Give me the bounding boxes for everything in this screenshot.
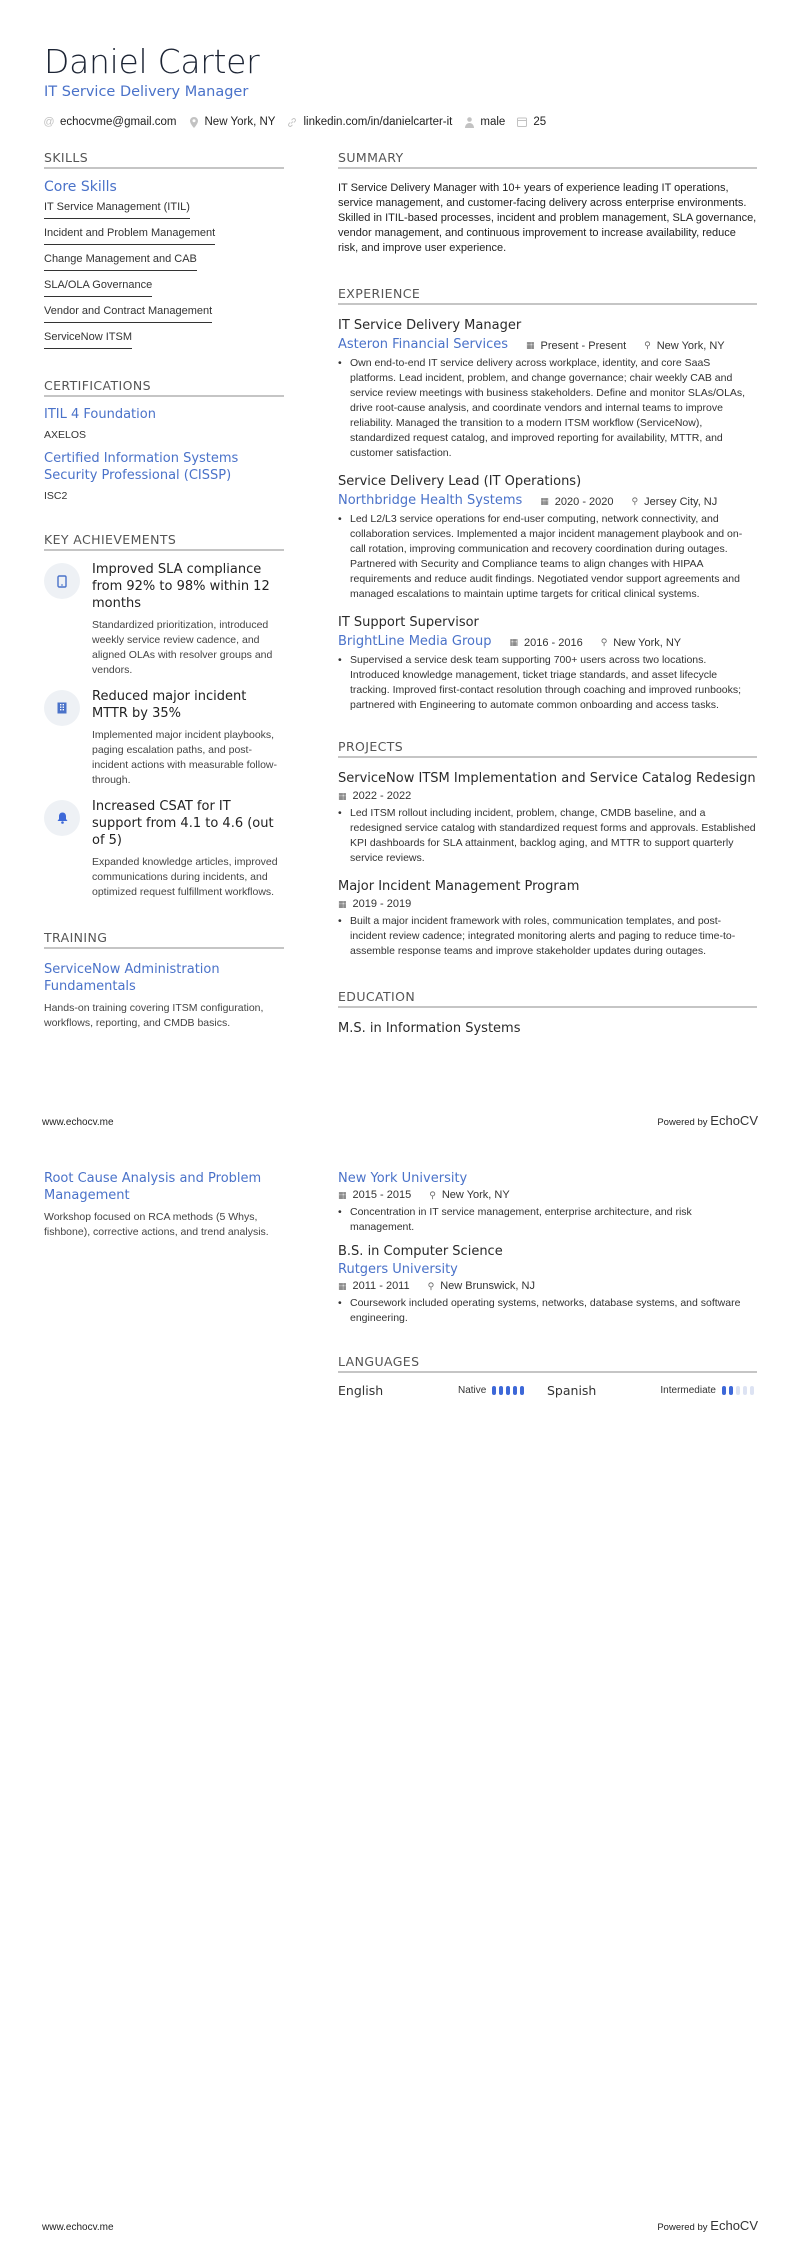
education-dates — [338, 1280, 410, 1292]
language-list — [338, 1383, 757, 1398]
achievements-section — [44, 532, 284, 900]
contact-linkedin[interactable] — [287, 116, 452, 128]
location-pin-icon: ⚲ — [429, 1189, 436, 1200]
section-title-skills: SKILLS — [44, 150, 284, 169]
projects-section — [338, 739, 757, 959]
training-title: ServiceNow Administration Fundamentals — [44, 962, 220, 994]
degree-title: M.S. in Information Systems — [338, 1021, 521, 1036]
skill-item: IT Service Management (ITIL) — [44, 200, 190, 219]
education-dates — [338, 1189, 411, 1201]
skill-group-title: Core Skills — [44, 179, 117, 195]
education-location — [428, 1280, 535, 1292]
rating-dot-filled — [506, 1386, 510, 1395]
project-item — [338, 878, 757, 959]
calendar-icon: ▦ — [526, 340, 535, 350]
job-dates — [540, 496, 613, 508]
section-title-achievements: KEY ACHIEVEMENTS — [44, 532, 284, 551]
experience-item — [338, 473, 757, 602]
left-column — [44, 150, 284, 1031]
achievement-item — [44, 561, 284, 678]
achievement-description: Standardized prioritization, introduced weekly service review cadence, and aligned OLAs with resolver groups and vendors. — [92, 619, 273, 676]
training-title: Root Cause Analysis and Problem Management — [44, 1171, 262, 1203]
achievement-title: Improved SLA compliance from 92% to 98% within 12 months — [92, 562, 270, 611]
company-name: BrightLine Media Group — [338, 634, 492, 649]
candidate-title: IT Service Delivery Manager — [44, 84, 249, 100]
contact-location — [189, 116, 276, 128]
resume-header — [44, 42, 754, 128]
project-item — [338, 770, 757, 866]
education-meta — [338, 1280, 757, 1292]
section-title-projects: PROJECTS — [338, 739, 757, 758]
language-item — [547, 1383, 757, 1398]
powered-by — [657, 1113, 758, 1128]
powered-by-label: Powered by — [657, 2222, 708, 2233]
rating-dot-filled — [492, 1386, 496, 1395]
job-meta — [338, 337, 757, 352]
right-column-continued — [338, 1170, 757, 1398]
dates-text: 2019 - 2019 — [352, 898, 412, 910]
education-item — [338, 1170, 757, 1235]
location-text: New Brunswick, NJ — [440, 1280, 535, 1292]
rating-dot-filled — [722, 1386, 726, 1395]
job-description: • Own end-to-end IT service delivery across workplace, identity, and core SaaS platforms. Lead incident, problem, and change governance; chair weekly CAB and service review meetings with business stakeholders. Define and monitor SLAs/OLAs, drive root-cause analysis, and coordinate vendors and internal teams to improve reliability. Managed the transition to a modern ITSM workflow (ServiceNow), standardized request catalog, and improved reporting for availability, MTTR, and customer satisfaction. — [338, 356, 757, 461]
location-text: New York, NY — [656, 339, 725, 352]
resume-page-2 — [0, 1140, 794, 2246]
language-level: Native — [458, 1385, 487, 1396]
calendar-icon: ▦ — [540, 496, 549, 506]
experience-section — [338, 286, 757, 713]
contact-gender — [464, 116, 505, 128]
location-pin-icon: ⚲ — [600, 637, 608, 647]
languages-section — [338, 1354, 757, 1398]
location-text: Jersey City, NJ — [644, 495, 718, 508]
language-name: Spanish — [547, 1383, 597, 1398]
project-dates — [338, 790, 411, 802]
education-item — [338, 1243, 757, 1326]
job-title: IT Support Supervisor — [338, 615, 479, 630]
job-location — [644, 340, 724, 352]
job-location — [632, 496, 718, 508]
calendar-icon: ▦ — [338, 898, 347, 909]
achievement-item — [44, 688, 284, 788]
job-location — [601, 637, 681, 649]
certification-issuer: ISC2 — [44, 490, 68, 502]
location-pin-icon: ⚲ — [644, 340, 651, 350]
rating-dot-filled — [729, 1386, 733, 1395]
achievement-title: Increased CSAT for IT support from 4.1 to 4.6 (out of 5) — [92, 799, 274, 848]
location-text: New York, NY — [613, 636, 682, 649]
job-dates — [526, 340, 626, 352]
building-icon — [44, 690, 80, 726]
section-title-training: TRAINING — [44, 930, 284, 949]
contact-email[interactable] — [44, 116, 177, 128]
achievement-description: Expanded knowledge articles, improved communications during incidents, and optimized request fulfillment workflows. — [92, 856, 278, 898]
job-description: • Supervised a service desk team supporting 700+ users across two locations. Introduced knowledge management, ticket triage standards, and asset lifecycle tracking. Improved first-contact resolution through coaching and improved runbooks; partnered with Engineering to automate common onboarding and access tasks. — [338, 653, 757, 713]
page-footer — [42, 2218, 758, 2233]
project-meta — [338, 898, 757, 910]
dates-text: Present - Present — [540, 339, 627, 352]
company-name: Northbridge Health Systems — [338, 493, 523, 508]
job-title: IT Service Delivery Manager — [338, 318, 522, 333]
certification-name: ITIL 4 Foundation — [44, 407, 156, 422]
job-meta — [338, 493, 757, 508]
left-column-continued — [44, 1170, 284, 1240]
summary-text: IT Service Delivery Manager with 10+ years of experience leading IT operations, service management, and customer-facing delivery across enterprise environments. Skilled in ITIL-based processes, incident and problem management, SLA governance, vendor management, and continuous improvement to increase availability, reduce risk, and improve user experience. — [338, 182, 757, 254]
location-text: New York, NY — [441, 1189, 510, 1201]
job-title: Service Delivery Lead (IT Operations) — [338, 474, 582, 489]
location-text: New York, NY — [204, 116, 276, 128]
job-description: • Led L2/L3 service operations for end-user computing, network connectivity, and collaboration services. Implemented a major incident management playbook and on-call rotation, improving communication and recovery coordination during outages. Partnered with Security and Compliance teams to align changes with HIPAA requirements and reduce audit findings. Negotiated vendor support agreements and managed escalations to maintain uptime targets for critical clinical systems. — [338, 512, 757, 602]
language-rating — [722, 1386, 757, 1395]
training-description: Workshop focused on RCA methods (5 Whys, fishbone), corrective actions, and trend analysis. — [44, 1211, 269, 1238]
section-title-certifications: CERTIFICATIONS — [44, 378, 284, 397]
section-title-languages: LANGUAGES — [338, 1354, 757, 1373]
language-item — [338, 1383, 547, 1398]
skill-item: ServiceNow ITSM — [44, 330, 132, 349]
location-pin-icon: ⚲ — [631, 496, 639, 506]
experience-item — [338, 614, 757, 713]
calendar-icon: ▦ — [338, 1280, 347, 1291]
school-name: Rutgers University — [338, 1262, 458, 1277]
powered-by — [657, 2218, 758, 2233]
project-meta — [338, 790, 757, 802]
education-description: • Concentration in IT service management, enterprise architecture, and risk management. — [338, 1205, 757, 1235]
age-text: 25 — [533, 116, 547, 128]
achievement-description: Implemented major incident playbooks, paging escalation paths, and post-incident actions with measurable follow-through. — [92, 729, 278, 786]
bell-icon — [44, 800, 80, 836]
training-section — [44, 930, 284, 1031]
page-footer — [42, 1113, 758, 1128]
skill-item: SLA/OLA Governance — [44, 278, 152, 297]
right-column — [338, 150, 757, 1038]
skill-list — [44, 200, 284, 356]
summary-section — [338, 150, 757, 256]
link-icon — [287, 117, 297, 128]
experience-item — [338, 317, 757, 461]
project-title: Major Incident Management Program — [338, 879, 580, 894]
rating-dot-empty — [743, 1386, 747, 1395]
dates-text: 2016 - 2016 — [523, 636, 583, 649]
skill-item: Change Management and CAB — [44, 252, 197, 271]
language-level: Intermediate — [660, 1385, 716, 1396]
section-title-education: EDUCATION — [338, 989, 757, 1008]
education-item — [338, 1020, 757, 1038]
education-section-continued — [338, 1170, 757, 1326]
degree-title: B.S. in Computer Science — [338, 1244, 503, 1259]
skill-item: Incident and Problem Management — [44, 226, 215, 245]
education-meta — [338, 1189, 757, 1201]
brand-logo: EchoCV — [710, 2218, 758, 2233]
calendar-icon: ▦ — [338, 1189, 347, 1200]
project-description: • Led ITSM rollout including incident, problem, change, CMDB baseline, and a redesigned service catalog with standardized request forms and approvals. Established KPI dashboards for SLA attainment, backlog aging, and MTTR to support quarterly service reviews. — [338, 806, 757, 866]
dates-text: 2022 - 2022 — [352, 790, 412, 802]
contact-row — [44, 116, 754, 128]
candidate-name: Daniel Carter — [44, 42, 260, 81]
person-icon — [464, 117, 474, 128]
rating-dot-filled — [513, 1386, 517, 1395]
language-name: English — [338, 1383, 384, 1398]
certification-issuer: AXELOS — [44, 429, 87, 441]
calendar-icon: ▦ — [509, 637, 518, 647]
language-rating — [492, 1386, 527, 1395]
calendar-icon — [517, 117, 527, 127]
rating-dot-filled — [520, 1386, 524, 1395]
email-text: echocvme@gmail.com — [60, 116, 177, 128]
footer-website[interactable]: www.echocv.me — [42, 1117, 114, 1128]
calendar-icon: ▦ — [338, 790, 347, 801]
section-title-experience: EXPERIENCE — [338, 286, 757, 305]
brand-logo: EchoCV — [710, 1113, 758, 1128]
education-section — [338, 989, 757, 1038]
linkedin-text: linkedin.com/in/danielcarter-it — [303, 116, 453, 128]
training-description: Hands-on training covering ITSM configuration, workflows, reporting, and CMDB basics. — [44, 1002, 264, 1029]
gender-text: male — [480, 116, 506, 128]
rating-dot-empty — [736, 1386, 740, 1395]
certifications-section — [44, 378, 284, 502]
location-pin-icon: ⚲ — [427, 1280, 435, 1291]
job-dates — [509, 637, 582, 649]
dates-text: 2015 - 2015 — [352, 1189, 412, 1201]
rating-dot-filled — [499, 1386, 503, 1395]
project-title: ServiceNow ITSM Implementation and Service Catalog Redesign — [338, 771, 756, 786]
location-pin-icon — [189, 117, 199, 128]
job-meta — [338, 634, 757, 649]
at-icon: @ — [43, 116, 55, 128]
certification-name: Certified Information Systems Security Professional (CISSP) — [44, 451, 239, 483]
company-name: Asteron Financial Services — [338, 337, 509, 352]
skill-item: Vendor and Contract Management — [44, 304, 212, 323]
project-description: • Built a major incident framework with roles, communication templates, and post-incident review cadence; integrated monitoring alerts and paging to reduce time-to-assemble response teams and improve stakeholder updates during outages. — [338, 914, 757, 959]
powered-by-label: Powered by — [657, 1117, 708, 1128]
achievement-item — [44, 798, 284, 900]
training-section-continued — [44, 1170, 284, 1240]
section-title-summary: SUMMARY — [338, 150, 757, 169]
dates-text: 2020 - 2020 — [554, 495, 614, 508]
rating-dot-empty — [750, 1386, 754, 1395]
project-dates — [338, 898, 411, 910]
school-name: New York University — [338, 1171, 468, 1186]
dates-text: 2011 - 2011 — [352, 1280, 410, 1292]
achievement-title: Reduced major incident MTTR by 35% — [92, 689, 247, 721]
tablet-icon — [44, 563, 80, 599]
skills-section — [44, 150, 284, 356]
footer-website[interactable]: www.echocv.me — [42, 2222, 114, 2233]
education-description: • Coursework included operating systems, networks, database systems, and software engineering. — [338, 1296, 757, 1326]
contact-age — [517, 116, 546, 128]
education-location — [429, 1189, 509, 1201]
